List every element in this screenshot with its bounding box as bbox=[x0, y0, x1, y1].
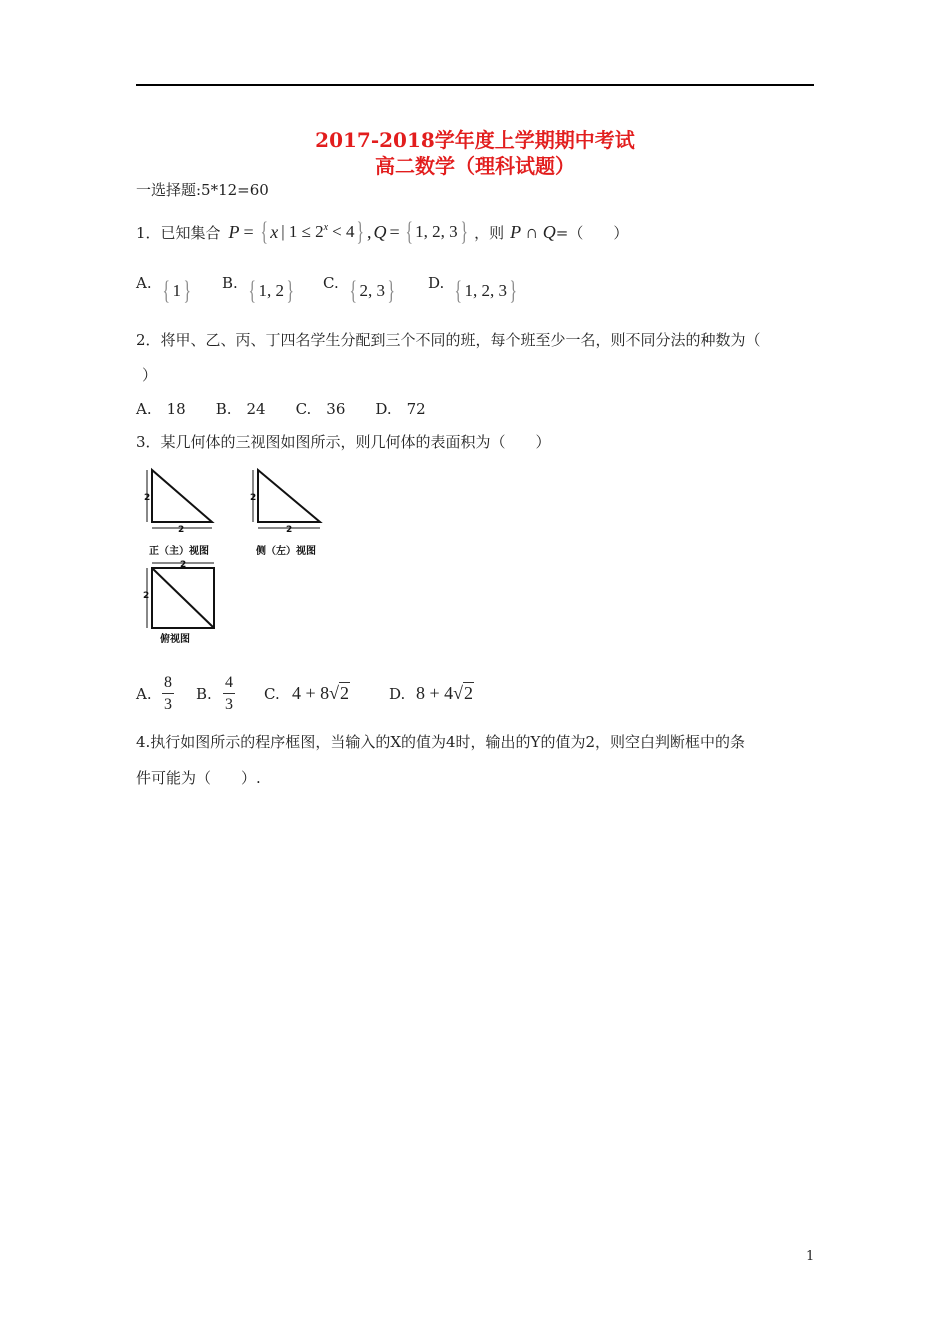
q1-option-d bbox=[452, 276, 519, 306]
question-3: 3．某几何体的三视图如图所示，则几何体的表面积为（ ） bbox=[136, 433, 551, 451]
top-view bbox=[147, 563, 214, 628]
exam-title: 2017-2018学年度上学期期中考试 bbox=[315, 128, 635, 152]
q1-exponent: x bbox=[323, 221, 329, 233]
q3-option-c bbox=[292, 683, 350, 704]
top-view-caption: 俯视图 bbox=[160, 634, 190, 645]
q3-c-prefix: 4 + 8 bbox=[292, 683, 330, 703]
q1-equals: = bbox=[243, 221, 254, 242]
exam-subtitle: 高二数学（理科试题） bbox=[375, 154, 575, 178]
q1-ze: ，则 bbox=[474, 223, 505, 242]
q1-option-c bbox=[347, 276, 397, 306]
q1-option-a-label: A. bbox=[136, 274, 152, 292]
q1-prefix: 1．已知集合 bbox=[136, 223, 221, 242]
question-2-line-1: 2．将甲、乙、丙、丁四名学生分配到三个不同的班，每个班至少一名，则不同分法的种数为（ bbox=[136, 331, 761, 349]
q1-option-d-label: D. bbox=[428, 274, 445, 292]
q1-set-q: Q bbox=[373, 221, 387, 242]
front-view-height-label: 2 bbox=[144, 493, 151, 503]
q1-c-brace-close: } bbox=[387, 276, 395, 305]
top-view-height-label: 2 bbox=[143, 591, 150, 601]
q1-option-c-label: C. bbox=[323, 274, 339, 292]
q1-condition: | 1 ≤ 2 bbox=[281, 222, 324, 241]
q1-option-d-value: 1, 2, 3 bbox=[464, 281, 507, 300]
q3-b-denominator: 3 bbox=[225, 696, 233, 713]
q3-option-a-label: A. bbox=[136, 685, 152, 703]
q3-option-c-label: C. bbox=[264, 685, 280, 703]
q3-b-numerator: 4 bbox=[225, 674, 233, 691]
side-view bbox=[253, 470, 320, 528]
q1-a-brace-close: } bbox=[183, 276, 191, 305]
q3-option-b bbox=[223, 672, 235, 715]
q3-d-sqrt-sign: √ bbox=[453, 683, 464, 703]
q1-brace-open-2: { bbox=[405, 217, 413, 246]
q1-tail: =（ ） bbox=[555, 223, 629, 242]
q1-option-a-value: 1 bbox=[172, 281, 181, 300]
question-2-options: A. 18 B. 24 C. 36 D. 72 bbox=[136, 400, 426, 418]
front-view-width-label: 2 bbox=[178, 525, 185, 535]
q1-b-brace-open: { bbox=[248, 276, 256, 305]
q3-option-a bbox=[162, 672, 174, 715]
q1-expression: P ∩ Q bbox=[510, 221, 556, 242]
q1-q-set: 1, 2, 3 bbox=[415, 222, 458, 241]
q1-d-brace-close: } bbox=[509, 276, 517, 305]
q1-option-b-value: 1, 2 bbox=[258, 281, 284, 300]
q1-option-b bbox=[246, 276, 296, 306]
front-view bbox=[147, 470, 212, 528]
q1-equals-2: = bbox=[389, 221, 400, 242]
q1-comma: , bbox=[366, 221, 372, 242]
q1-d-brace-open: { bbox=[454, 276, 462, 305]
q3-c-sqrt-sign: √ bbox=[329, 683, 340, 703]
q1-set-p: P bbox=[228, 221, 240, 242]
q1-brace-close: } bbox=[356, 217, 365, 246]
side-view-caption: 侧（左）视图 bbox=[256, 546, 316, 557]
q3-d-radicand: 2 bbox=[464, 683, 474, 703]
q3-d-prefix: 8 + 4 bbox=[416, 683, 454, 703]
question-4-line-2: 件可能为（ ）. bbox=[136, 769, 261, 787]
three-view-drawing bbox=[136, 462, 336, 652]
q1-option-a bbox=[160, 276, 193, 306]
side-view-width-label: 2 bbox=[286, 525, 293, 535]
q3-a-numerator: 8 bbox=[164, 674, 172, 691]
side-view-height-label: 2 bbox=[250, 493, 257, 503]
q1-option-c-value: 2, 3 bbox=[359, 281, 385, 300]
q1-var-x: x bbox=[270, 221, 279, 242]
q3-option-d bbox=[416, 683, 474, 704]
front-view-caption: 正（主）视图 bbox=[149, 546, 209, 557]
q1-less-than-4: < 4 bbox=[332, 222, 355, 241]
q1-a-brace-open: { bbox=[162, 276, 170, 305]
q1-brace-open: { bbox=[260, 217, 268, 246]
q1-option-b-label: B. bbox=[222, 274, 238, 292]
header-rule bbox=[136, 84, 814, 86]
section-heading: 一选择题:5*12=60 bbox=[136, 181, 269, 199]
question-1 bbox=[136, 217, 628, 247]
question-2-line-2: ） bbox=[142, 366, 158, 384]
q1-brace-close-2: } bbox=[460, 217, 468, 246]
page-number: 1 bbox=[806, 1249, 815, 1264]
q1-b-brace-close: } bbox=[286, 276, 294, 305]
q3-c-radicand: 2 bbox=[340, 683, 350, 703]
question-4-line-1: 4.执行如图所示的程序框图，当输入的X的值为4时，输出的Y的值为2，则空白判断框中的条 bbox=[136, 733, 745, 751]
q3-option-d-label: D. bbox=[389, 685, 406, 703]
q1-c-brace-open: { bbox=[349, 276, 357, 305]
q3-a-denominator: 3 bbox=[164, 696, 172, 713]
top-view-width-label: 2 bbox=[180, 560, 187, 570]
q3-option-b-label: B. bbox=[196, 685, 212, 703]
